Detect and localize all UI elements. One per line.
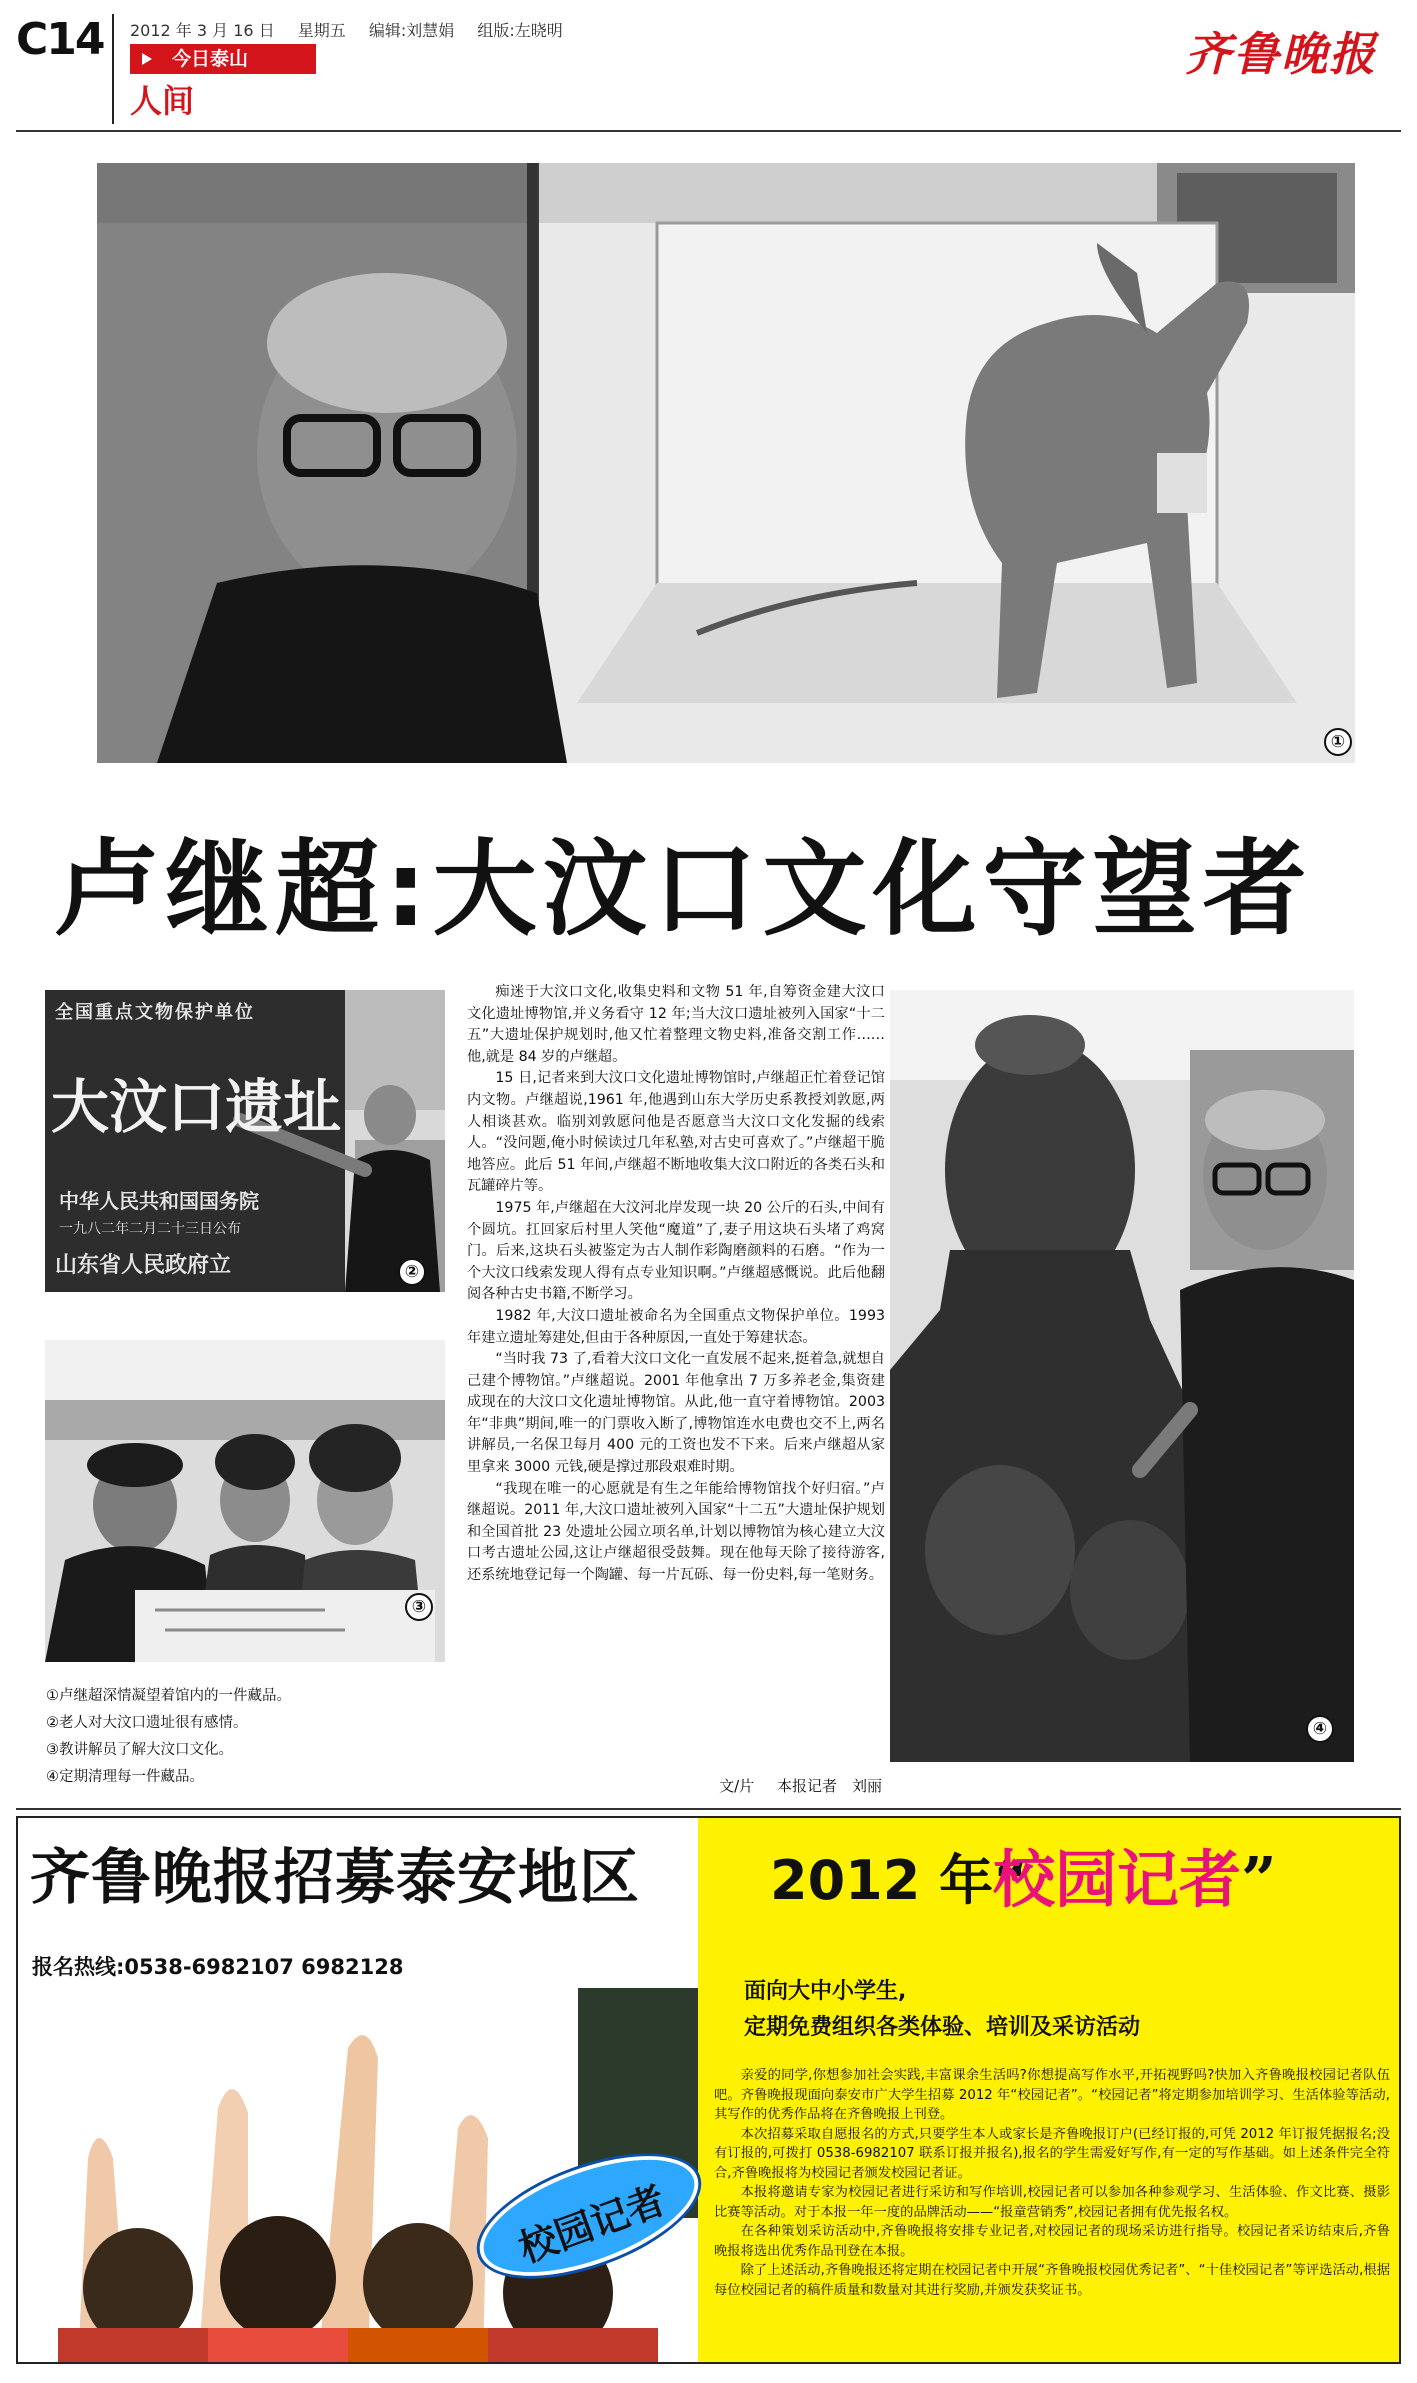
editor-credit: 编辑:刘慧娟 [368,21,455,40]
article-paragraph: 痴迷于大汶口文化,收集史料和文物 51 年,自筹资金建大汶口文化遗址博物馆,并义务看守 12 年;当大汶口遗址被列入国家“十二五”大遗址保护规划时,他又忙着整理文物史料,准备交割工作……他,就是 84 岁的卢继超。 [467,984,885,1065]
photo-1-number: ① [1324,728,1352,756]
headline: 卢继超:大汶口文化守望者 [55,828,1313,950]
caption-1: ①卢继超深情凝望着馆内的一件藏品。 [46,1688,291,1704]
photo-3 [45,1340,445,1662]
issue-weekday: 星期五 [297,21,346,40]
ad-title: 齐鲁晚报招募泰安地区 [30,1843,640,1913]
ad-paragraph: 本次招募采取自愿报名的方式,只要学生本人或家长是齐鲁晚报订户(已经订报的,可凭 2012 年订报凭据报名;没有订报的,可拨打 0538-6982107 联系订报并报名),报名的学生需爱好写作,有一定的写作基础。如上述条件完全符合,齐鲁晚报将为校园记者颁发校园记者证。 [714,2126,1390,2181]
issue-date: 2012 年 3 月 16 日 [130,21,275,40]
ad-subtitle-2: 定期免费组织各类体验、培训及采访活动 [744,2015,1141,2040]
photo-1 [97,163,1355,763]
newspaper-logo: 齐鲁晚报 [1185,27,1377,81]
photo-4-number: ④ [1306,1715,1334,1743]
ad-title-year: 2012 年“ [770,1849,1029,1912]
ad-paragraph: 亲爱的同学,你想参加社会实践,丰富课余生活吗?你想提高写作水平,开拓视野吗?快加入齐鲁晚报校园记者队伍吧。齐鲁晚报现面向泰安市广大学生招募 2012 年“校园记者”。“校园记者”将定期参加培训学习、生活体验等活动,其写作的优秀作品将在齐鲁晚报上刊登。 [714,2068,1390,2122]
header-meta [130,18,581,41]
photo-3-image [45,1340,445,1662]
section-rule [16,1808,1401,1810]
page-number: C14 [16,14,104,65]
caption-2: ②老人对大汶口遗址很有感情。 [46,1715,248,1731]
photo-captions [46,1683,446,1791]
sign-maker: 山东省人民政府立 [55,1253,232,1278]
ad-hotline: 报名热线:0538-6982107 6982128 [32,1955,404,1979]
ad-title-highlight [993,1830,1277,1919]
ad-paragraph: 在各种策划采访活动中,齐鲁晚报将安排专业记者,对校园记者的现场采访进行指导。校园记者采访结束后,齐鲁晚报将选出优秀作品刊登在本报。 [714,2224,1390,2259]
article-paragraph: “我现在唯一的心愿就是有生之年能给博物馆找个好归宿。”卢继超说。2011 年,大汶口遗址被列入国家“十二五”大遗址保护规划和全国首批 23 处遗址公园立项名单,计划以博物馆为核心建立大汶口考古遗址公园,这让卢继超很受鼓舞。现在他每天除了接待游客,还系统地登记每一个陶罐、每一片瓦砾、每一份史料,每一笔财务。 [467,1480,885,1584]
ad-subtitle-1: 面向大中小学生, [744,1979,907,2004]
byline-names: 本报记者 刘丽 [776,1777,882,1795]
article-paragraph: “当时我 73 了,看着大汶口文化一直发展不起来,挺着急,就想自己建个博物馆。”卢继超说。2001 年他拿出 7 万多养老金,集资建成现在的大汶口文化遗址博物馆。从此,他一直守着博物馆。2003 年“非典”期间,唯一的门票收入断了,博物馆连水电费也交不上,两名讲解员,一名保卫每月 400 元的工资也发不下来。后来卢继超从家里拿来 3000 元钱,硬是撑过那段艰难时期。 [467,1351,885,1476]
layout-credit: 组版:左晓明 [477,21,563,40]
sign-title: 全国重点文物保护单位 [55,1002,255,1023]
photo-3-number: ③ [405,1593,433,1621]
play-arrow-icon [142,53,152,65]
article-body [467,982,885,1587]
sign-issuer: 中华人民共和国国务院 [59,1189,259,1213]
subsection-title: 人间 [130,82,195,120]
photo-2 [45,990,445,1292]
article-paragraph: 15 日,记者来到大汶口文化遗址博物馆时,卢继超正忙着登记馆内文物。卢继超说,1961 年,他遇到山东大学历史系教授刘敦愿,两人相谈甚欢。临别刘敦愿问他是否愿意当大汶口文化发掘的线索人。“没问题,俺小时候读过几年私塾,对古史可喜欢了。”卢继超干脆地答应。此后 51 年间,卢继超不断地收集大汶口附近的各类石头和瓦罐碎片等。 [467,1070,885,1195]
sign-main: 大汶口遗址 [51,1073,342,1141]
article-paragraph: 1982 年,大汶口遗址被命名为全国重点文物保护单位。1993 年建立遗址筹建处,但由于各种原因,一直处于筹建状态。 [467,1307,885,1346]
ad-paragraph: 本报将邀请专家为校园记者进行采访和写作培训,校园记者可以参加各种参观学习、生活体验、作文比赛、摄影比赛等活动。对于本报一年一度的品牌活动——“报童营销秀”,校园记者拥有优先报名权。 [714,2185,1390,2220]
caption-4: ④定期清理每一件藏品。 [46,1769,204,1785]
ad-body [714,2066,1390,2300]
recruitment-ad [16,1816,1401,2364]
photo-2-number: ② [398,1258,426,1286]
header-divider [112,14,114,124]
byline [470,1775,882,1796]
header-rule [16,130,1401,132]
ad-paragraph: 除了上述活动,齐鲁晚报还将定期在校园记者中开展“齐鲁晚报校园优秀记者”、“十佳校园记者”等评选活动,根据每位校园记者的稿件质量和数量对其进行奖励,并颁发获奖证书。 [714,2263,1390,2298]
ad-title-badge-text: 校园记者 [993,1843,1242,1916]
campus-reporter-badge-text: 校园记者 [513,2177,672,2272]
byline-label: 文/片 [719,1777,755,1795]
photo-4 [890,990,1354,1762]
caption-3: ③教讲解员了解大汶口文化。 [46,1742,233,1758]
photo-4-image [890,990,1354,1762]
section-name: 今日泰山 [172,48,249,70]
ad-title-close-quote: ” [1241,1843,1277,1916]
article-paragraph: 1975 年,卢继超在大汶河北岸发现一块 20 公斤的石头,中间有个圆坑。扛回家后村里人笑他“魔道”了,妻子用这块石头堵了鸡窝门。后来,这块石头被鉴定为古人制作彩陶磨颜料的石磨。“作为一个大汶口线索发现人得有点专业知识啊。”卢继超感慨说。此后他翻阅各种古史书籍,不断学习。 [467,1199,885,1303]
section-label [130,44,316,74]
sign-date: 一九八二年二月二十三日公布 [59,1221,241,1237]
photo-1-image [97,163,1355,763]
